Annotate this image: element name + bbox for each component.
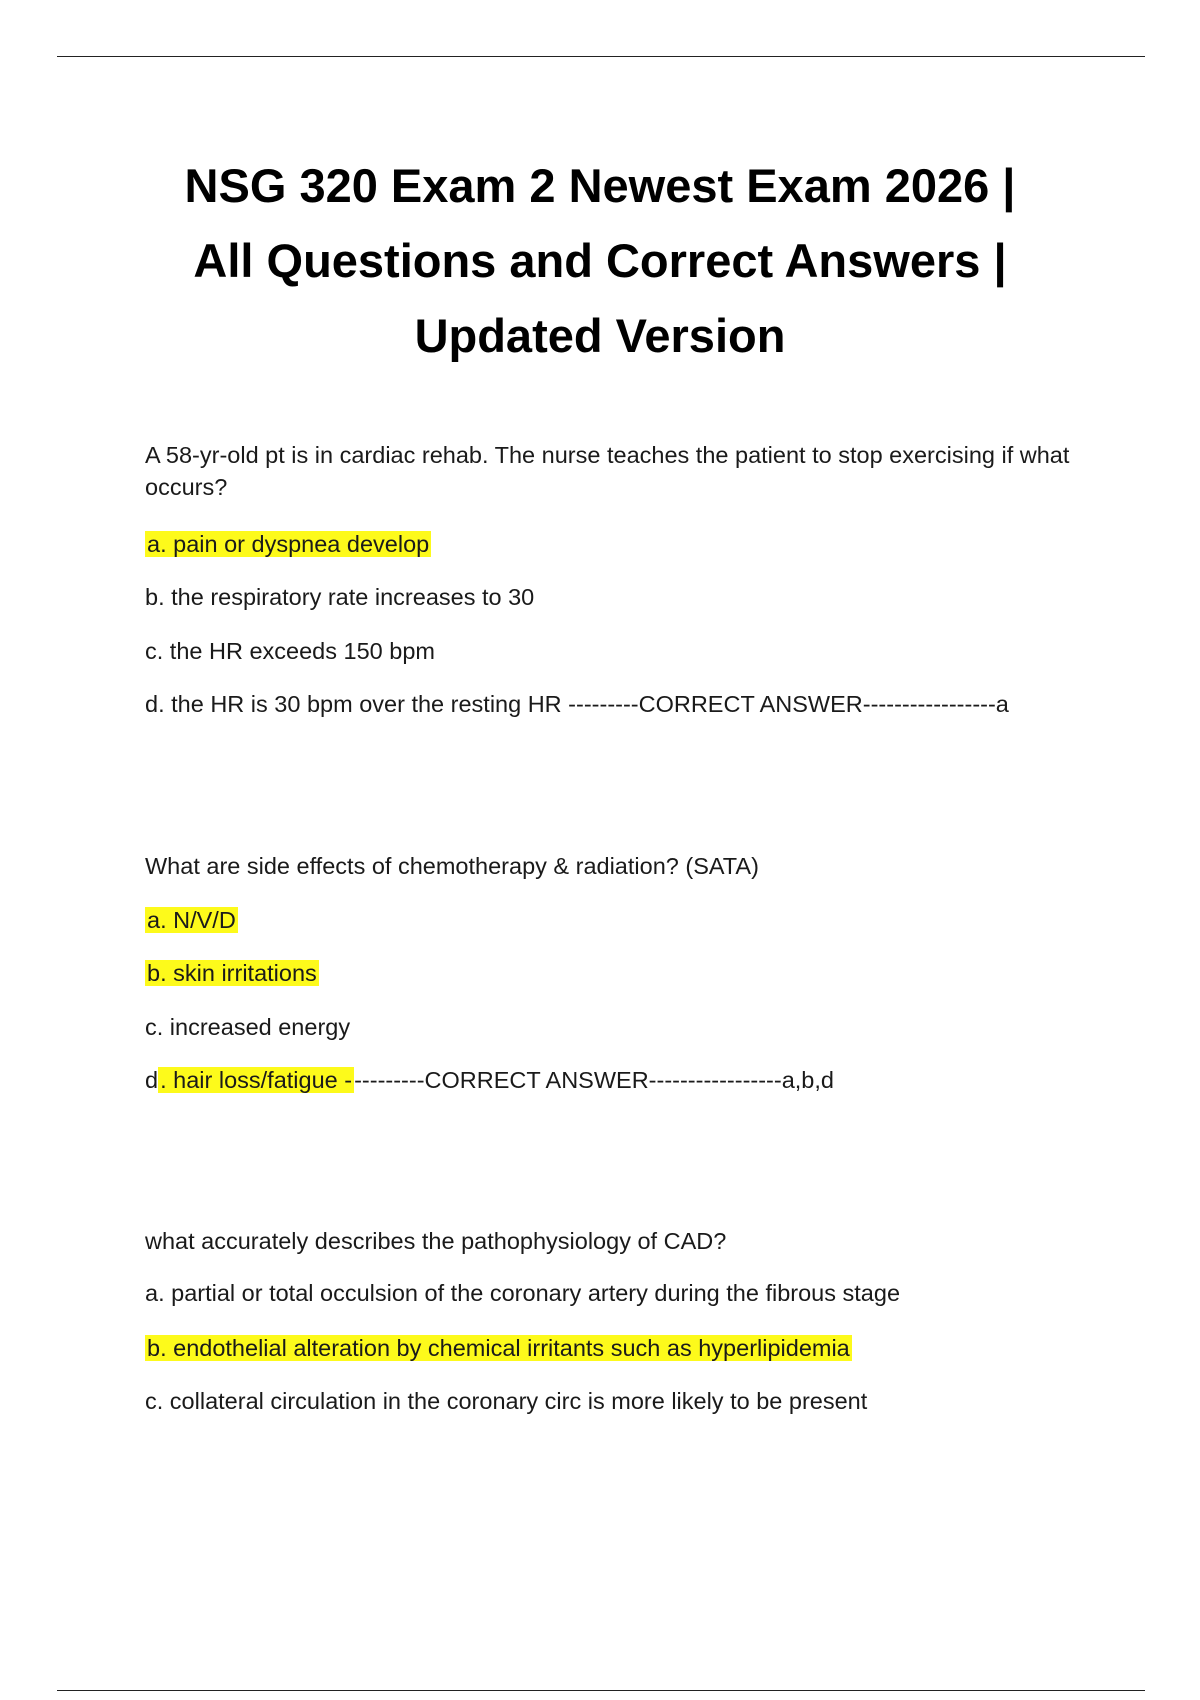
correct-answer-marker: ---------CORRECT ANSWER-----------------a [561, 691, 1009, 717]
option-a: a. partial or total occulsion of the coronary artery during the fibrous stage [145, 1280, 901, 1306]
option-c: c. collateral circulation in the coronary circ is more likely to be present [145, 1388, 868, 1414]
question-text: A 58-yr-old pt is in cardiac rehab. The nurse teaches the patient to stop exercising if what occurs? [145, 442, 1070, 500]
top-rule [57, 56, 1145, 57]
question-text: what accurately describes the pathophysiology of CAD? [145, 1228, 727, 1254]
title-line-3: Updated Version [414, 309, 786, 362]
highlighted-answer: a. pain or dyspnea develop [147, 531, 430, 557]
option-d [145, 688, 1009, 720]
option-b: b. the respiratory rate increases to 30 [145, 584, 535, 610]
title-line-2: All Questions and Correct Answers | [193, 234, 1007, 287]
highlighted-answer: b. skin irritations [147, 960, 317, 986]
option-a [145, 528, 431, 560]
highlighted-answer: a. N/V/D [147, 907, 236, 933]
option-c: c. the HR exceeds 150 bpm [145, 638, 435, 664]
option-b [145, 1332, 852, 1364]
bottom-rule [57, 1690, 1145, 1691]
option-b [145, 957, 319, 989]
title-line-1: NSG 320 Exam 2 Newest Exam 2026 | [184, 159, 1016, 212]
option-a [145, 904, 238, 936]
option-d [145, 1064, 834, 1096]
correct-answer-marker: ---------CORRECT ANSWER-----------------a,b,d [354, 1067, 834, 1093]
document-title [100, 148, 1100, 373]
highlighted-answer: b. endothelial alteration by chemical irritants such as hyperlipidemia [147, 1335, 850, 1361]
highlighted-answer: . hair loss/fatigue - [160, 1067, 353, 1093]
option-d-text: d. the HR is 30 bpm over the resting HR [145, 691, 562, 717]
option-d-prefix: d [145, 1067, 159, 1093]
option-c: c. increased energy [145, 1014, 351, 1040]
question-text: What are side effects of chemotherapy & radiation? (SATA) [145, 853, 759, 879]
